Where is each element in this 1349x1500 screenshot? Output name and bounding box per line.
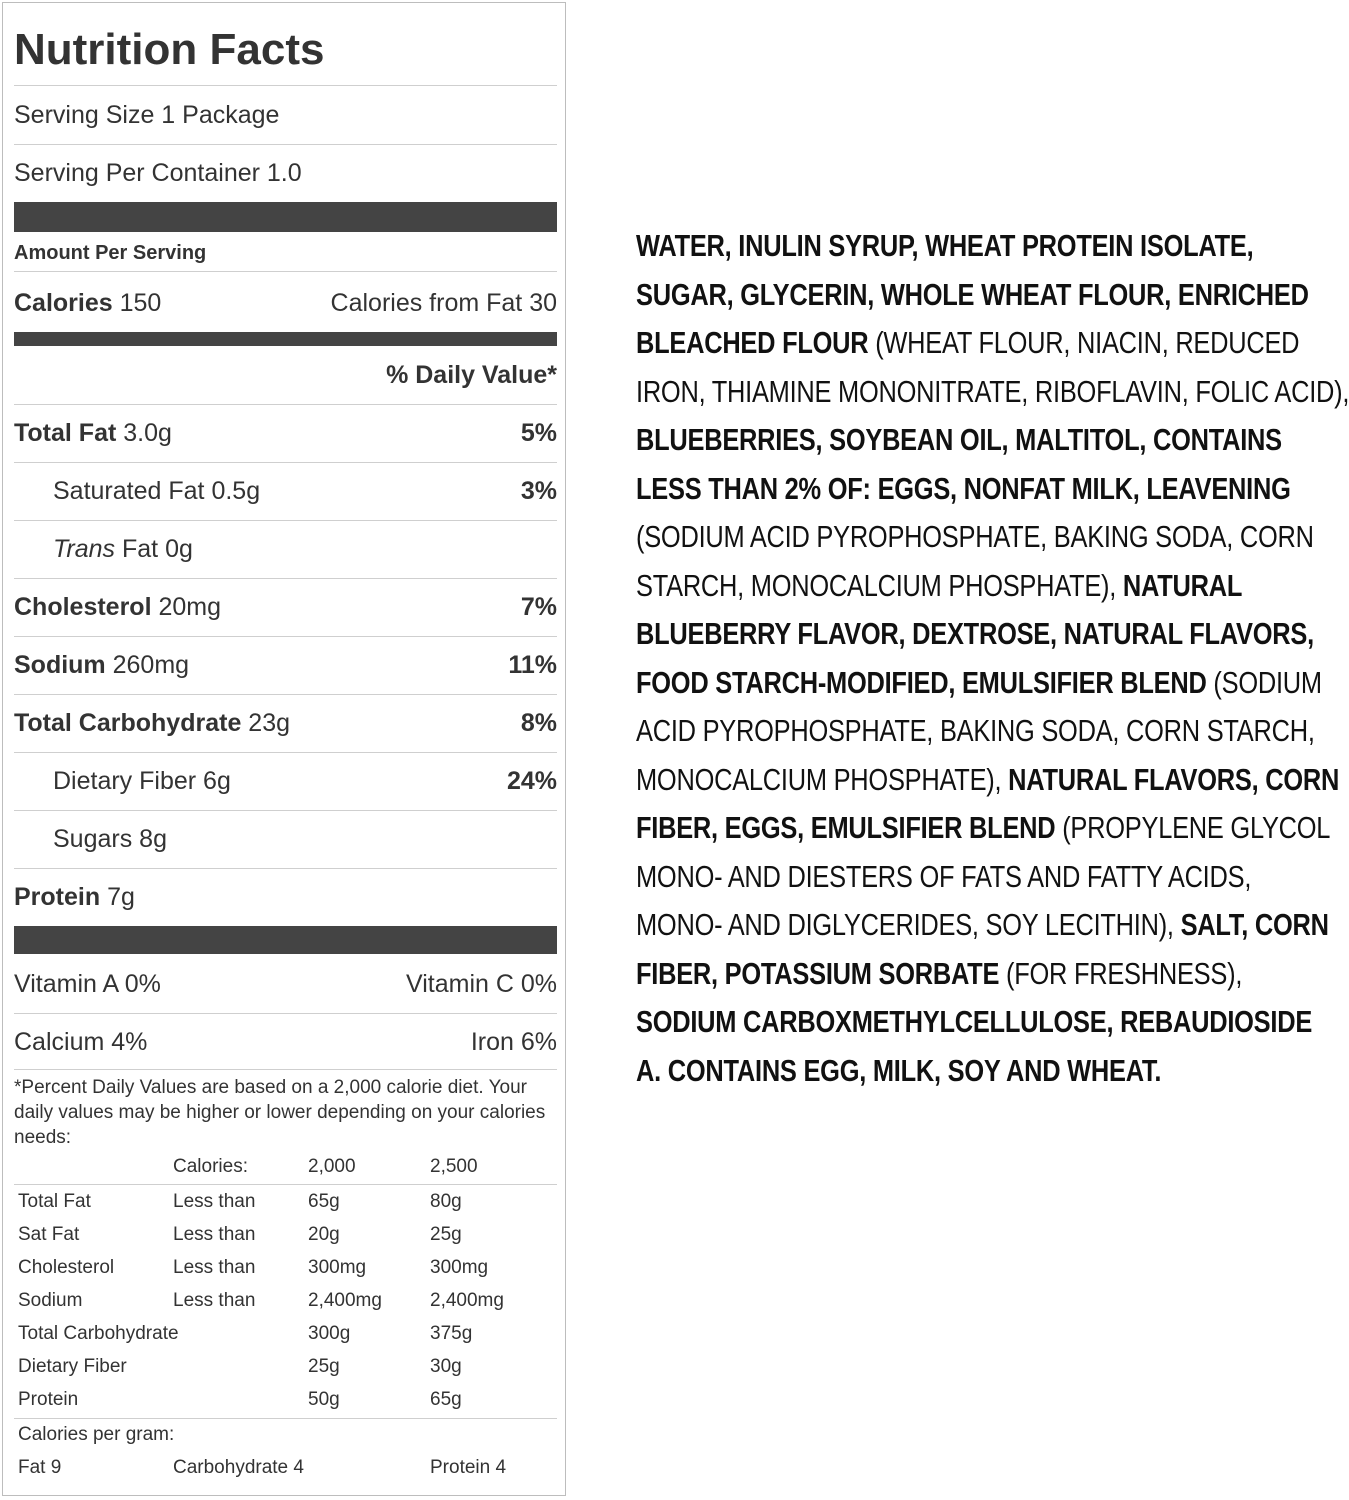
divider xyxy=(14,1013,557,1014)
calories-per-gram-label xyxy=(18,1424,557,1454)
nutrient-amount: 20mg xyxy=(158,593,222,621)
dv-cell: 2,400mg xyxy=(430,1290,504,1311)
nutrient-name: Sugars xyxy=(53,825,133,853)
footnote: *Percent Daily Values are based on a 2,000 calorie diet. Your daily values may be higher or lower depending on your calories needs: xyxy=(14,1077,546,1148)
dv-header-2500: 2,500 xyxy=(430,1156,478,1177)
dv-cell: 65g xyxy=(308,1191,340,1212)
dv-cell: 300g xyxy=(308,1323,351,1344)
ingredient-segment: NATURAL xyxy=(1122,567,1243,603)
dv-cell: Protein xyxy=(18,1389,79,1410)
dv-table-row xyxy=(18,1257,557,1287)
nutrient-amount: 0g xyxy=(165,535,193,563)
nutrient-dv: 7% xyxy=(520,593,557,621)
divider xyxy=(14,1069,557,1070)
calories-per-gram-text: Calories per gram: xyxy=(18,1424,175,1445)
dv-cell: 80g xyxy=(430,1191,462,1212)
dv-table-row xyxy=(18,1224,557,1254)
ingredient-segment: (SODIUM ACID PYROPHOSPHATE, BAKING SODA, CORN xyxy=(636,519,1314,554)
divider xyxy=(14,85,557,86)
calories-value: 150 xyxy=(119,289,162,317)
vitamin-c: Vitamin C 0% xyxy=(406,970,557,998)
dv-table-row xyxy=(18,1356,557,1386)
ingredient-segment: FOOD STARCH-MODIFIED, EMULSIFIER BLEND xyxy=(636,664,1207,700)
divider xyxy=(14,694,557,695)
dv-cell: 300mg xyxy=(430,1257,489,1278)
dv-cell: 25g xyxy=(430,1224,462,1245)
nutrient-amount: 6g xyxy=(203,767,231,795)
servings-per-container-text: Serving Per Container 1.0 xyxy=(14,159,302,187)
ingredient-segment: FIBER, EGGS, EMULSIFIER BLEND xyxy=(636,810,1056,845)
calories-per-gram-row xyxy=(18,1457,557,1487)
dv-cell: Dietary Fiber xyxy=(18,1356,127,1377)
dv-cell: Sodium xyxy=(18,1290,83,1311)
dv-cell: Cholesterol xyxy=(18,1257,115,1278)
dv-cell: Total Fat xyxy=(18,1191,91,1212)
divider xyxy=(14,144,557,145)
nutrient-amount: 0.5g xyxy=(211,477,261,505)
dv-cell: 300mg xyxy=(308,1257,367,1278)
nutrient-name-rest: Fat xyxy=(115,535,159,563)
ingredient-line xyxy=(636,950,1267,999)
nutrition-facts-label xyxy=(2,2,566,1496)
divider xyxy=(14,271,557,272)
divider xyxy=(14,868,557,869)
dv-table-row xyxy=(18,1323,557,1353)
ingredient-segment: IRON, THIAMINE MONONITRATE, RIBOFLAVIN, FOLIC ACID), xyxy=(636,373,1349,409)
ingredient-segment: MONO- AND DIGLYCERIDES, SOY LECITHIN), xyxy=(636,907,1181,942)
ingredient-line xyxy=(636,222,1267,271)
divider xyxy=(14,1418,557,1419)
ingredient-segment: (FOR FRESHNESS), xyxy=(999,955,1243,991)
cpg-carbohydrate: Carbohydrate 4 xyxy=(173,1457,304,1478)
dv-header-2000: 2,000 xyxy=(308,1156,356,1177)
ingredient-segment: WATER, INULIN SYRUP, WHEAT PROTEIN ISOLATE, xyxy=(636,228,1254,263)
ingredient-segment: LESS THAN 2% OF: EGGS, NONFAT MILK, LEAVENING xyxy=(636,470,1291,506)
nutrient-dv: 11% xyxy=(508,651,557,679)
ingredient-segment: MONO- AND DIESTERS OF FATS AND FATTY ACIDS, xyxy=(636,858,1252,894)
thick-divider xyxy=(14,202,557,232)
ingredient-segment: ACID PYROPHOSPHATE, BAKING SODA, CORN STARCH, xyxy=(636,713,1315,748)
ingredient-line xyxy=(636,513,1314,562)
ingredient-line xyxy=(636,368,1349,417)
ingredient-segment: MONOCALCIUM PHOSPHATE), xyxy=(636,761,1009,797)
divider xyxy=(14,520,557,521)
ingredient-line xyxy=(636,853,1267,902)
dv-table-row xyxy=(18,1290,557,1320)
nutrient-dv: 24% xyxy=(506,767,557,795)
divider xyxy=(14,1184,557,1185)
nutrient-amount: 7g xyxy=(107,883,135,911)
nutrient-name: Total Fat xyxy=(14,419,117,447)
dv-cell: 50g xyxy=(308,1389,340,1410)
nutrient-amount: 23g xyxy=(248,709,291,737)
dv-cell: 65g xyxy=(430,1389,462,1410)
nutrient-amount: 3.0g xyxy=(123,419,172,447)
divider xyxy=(14,462,557,463)
nutrition-facts-title: Nutrition Facts xyxy=(14,25,325,74)
ingredient-line xyxy=(636,610,1314,659)
ingredient-line xyxy=(636,998,1313,1047)
dv-cell: 20g xyxy=(308,1224,340,1245)
nutrient-amount: 260mg xyxy=(112,651,190,679)
calories-from-fat: Calories from Fat 30 xyxy=(330,289,557,317)
ingredient-line xyxy=(636,901,1329,950)
ingredient-segment: (PROPYLENE GLYCOL xyxy=(1055,810,1331,845)
ingredient-line xyxy=(636,465,1291,514)
ingredient-segment: BLUEBERRIES, SOYBEAN OIL, MALTITOL, CONTAINS xyxy=(636,422,1282,457)
dv-cell: Total Carbohydrate xyxy=(18,1323,179,1344)
ingredient-segment: (WHEAT FLOUR, NIACIN, REDUCED xyxy=(868,325,1300,360)
ingredient-line xyxy=(636,804,1331,853)
nutrient-name: Cholesterol xyxy=(14,593,152,621)
ingredient-segment: FIBER, POTASSIUM SORBATE xyxy=(636,955,1000,991)
nutrient-dv: 5% xyxy=(520,419,557,447)
ingredient-segment: BLUEBERRY FLAVOR, DEXTROSE, NATURAL FLAVORS, xyxy=(636,616,1314,651)
dv-cell: 2,400mg xyxy=(308,1290,382,1311)
dv-cell: 30g xyxy=(430,1356,462,1377)
nutrient-name: Dietary Fiber xyxy=(53,767,197,795)
ingredient-segment: SODIUM CARBOXMETHYLCELLULOSE, REBAUDIOSIDE xyxy=(636,1004,1313,1039)
divider xyxy=(14,636,557,637)
divider xyxy=(14,578,557,579)
vitamin-a: Vitamin A 0% xyxy=(14,970,161,998)
nutrient-dv: 3% xyxy=(520,477,557,505)
divider xyxy=(14,752,557,753)
ingredient-line xyxy=(636,707,1315,756)
ingredient-line xyxy=(636,416,1282,465)
nutrient-name: Total Carbohydrate xyxy=(14,709,242,737)
dv-table-row xyxy=(18,1191,557,1221)
dv-table-row xyxy=(18,1389,557,1419)
nutrient-amount: 8g xyxy=(139,825,167,853)
dv-table-header xyxy=(18,1156,557,1186)
ingredient-segment: A. CONTAINS EGG, MILK, SOY AND WHEAT. xyxy=(636,1052,1162,1088)
ingredient-line xyxy=(636,1047,1267,1096)
dv-cell: Less than xyxy=(173,1224,256,1245)
nutrient-name: Sodium xyxy=(14,651,106,679)
ingredient-line xyxy=(636,562,1267,611)
ingredient-line xyxy=(636,271,1309,320)
divider xyxy=(14,810,557,811)
calories-label: Calories xyxy=(14,289,113,317)
medium-divider xyxy=(14,332,557,346)
ingredient-segment: SALT, CORN xyxy=(1180,907,1329,942)
ingredient-line xyxy=(636,319,1300,368)
ingredient-segment: BLEACHED FLOUR xyxy=(636,325,869,360)
daily-value-header-text: % Daily Value* xyxy=(386,361,557,389)
cpg-fat: Fat 9 xyxy=(18,1457,62,1478)
cpg-protein: Protein 4 xyxy=(430,1457,507,1478)
dv-cell: Less than xyxy=(173,1257,256,1278)
thick-divider xyxy=(14,926,557,954)
dv-cell: Less than xyxy=(173,1191,256,1212)
iron: Iron 6% xyxy=(470,1028,557,1056)
dv-cell: Sat Fat xyxy=(18,1224,80,1245)
nutrient-name: Trans xyxy=(53,535,116,563)
dv-cell: Less than xyxy=(173,1290,256,1311)
serving-size-text: Serving Size 1 Package xyxy=(14,101,280,129)
nutrient-dv: 8% xyxy=(520,709,557,737)
ingredient-segment: STARCH, MONOCALCIUM PHOSPHATE), xyxy=(636,567,1123,603)
calcium: Calcium 4% xyxy=(14,1028,148,1056)
nutrient-name: Protein xyxy=(14,883,101,911)
amount-per-serving-text: Amount Per Serving xyxy=(14,242,207,264)
ingredient-segment: SUGAR, GLYCERIN, WHOLE WHEAT FLOUR, ENRICHED xyxy=(636,276,1309,312)
dv-header-calories: Calories: xyxy=(173,1156,248,1177)
dv-cell: 25g xyxy=(308,1356,340,1377)
ingredients-list xyxy=(636,222,1349,1095)
ingredient-segment: (SODIUM xyxy=(1206,664,1322,700)
dv-cell: 375g xyxy=(430,1323,473,1344)
ingredient-line xyxy=(636,659,1322,708)
ingredient-segment: NATURAL FLAVORS, CORN xyxy=(1008,761,1340,797)
ingredient-line xyxy=(636,756,1340,805)
divider xyxy=(14,404,557,405)
nutrient-name: Saturated Fat xyxy=(53,477,205,505)
